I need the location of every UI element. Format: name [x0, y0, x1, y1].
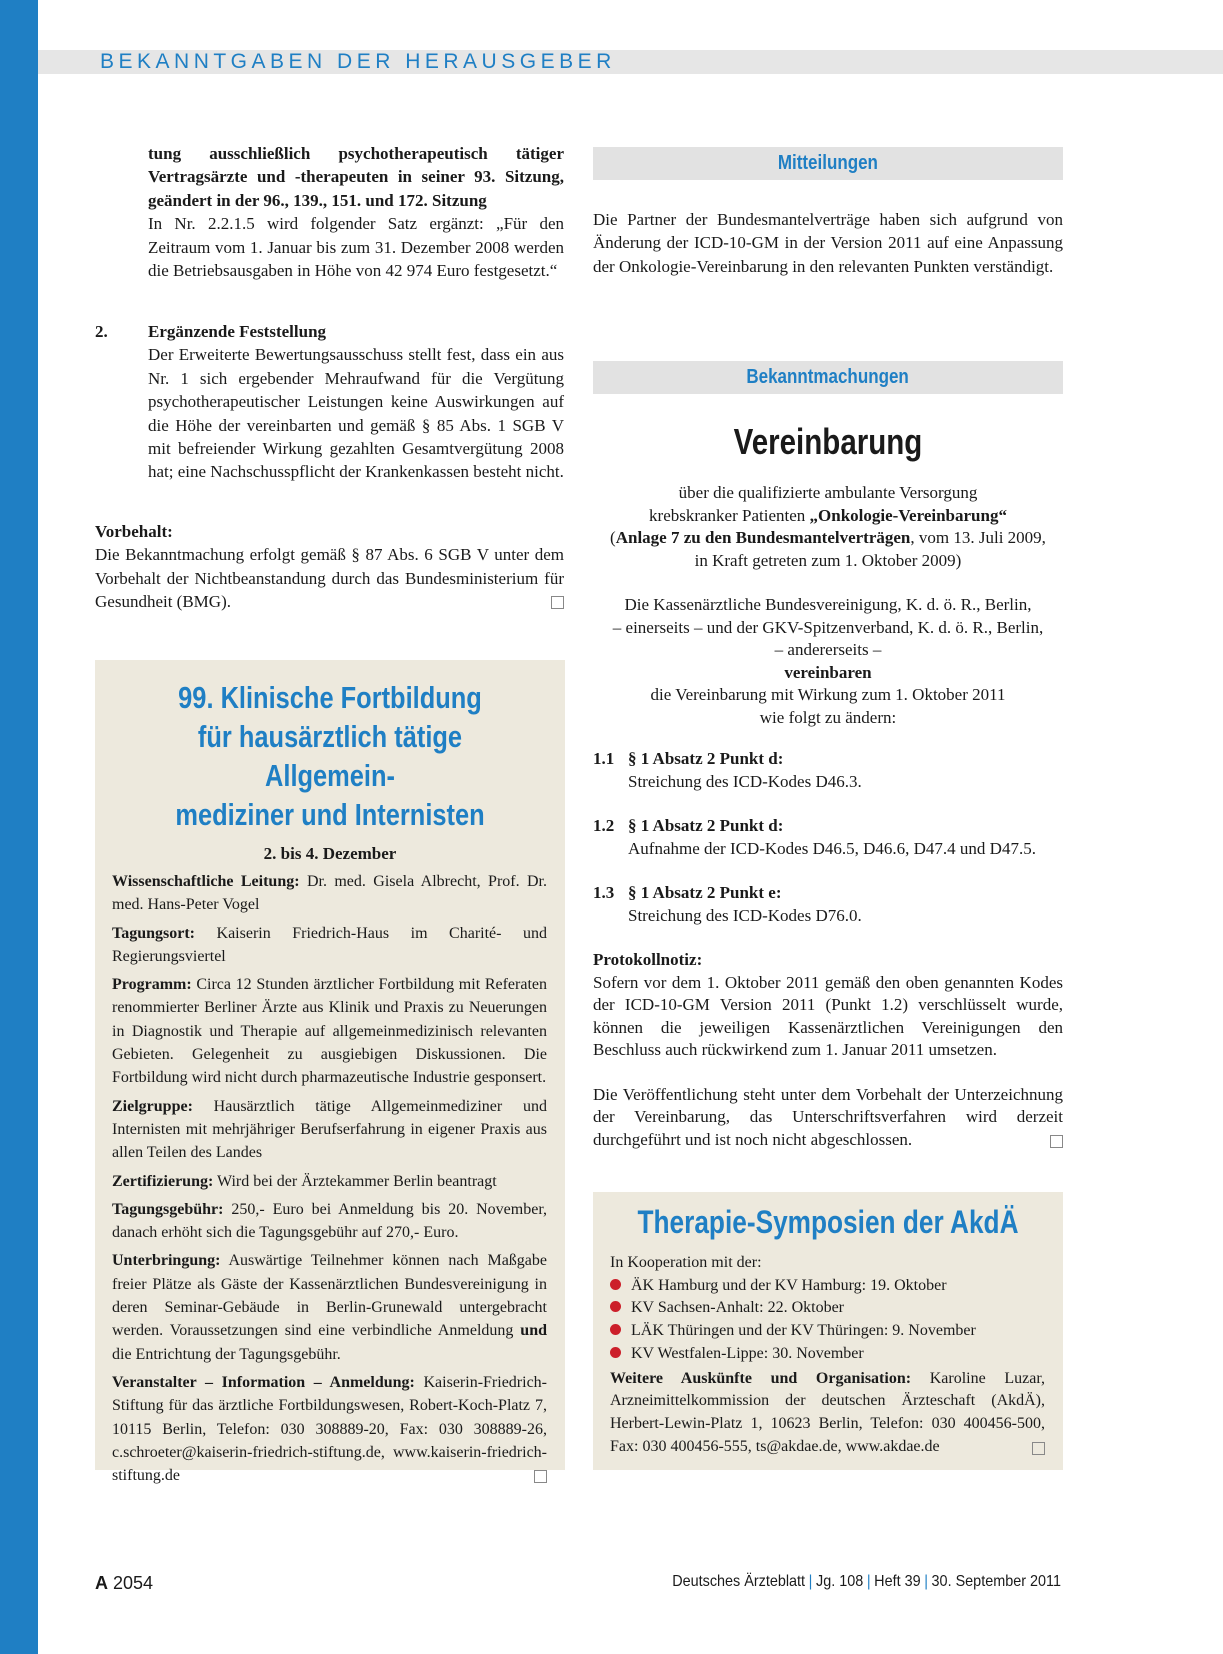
symposien-title: Therapie-Symposien der AkdÄ	[637, 1204, 1019, 1240]
bekanntmachungen-bar: Bekanntmachungen	[593, 361, 1063, 394]
symposien-bullet: ÄK Hamburg und der KV Hamburg: 19. Oktober	[610, 1275, 1045, 1298]
item2-text: Der Erweiterte Bewertungsausschuss stellt fest, dass ein aus Nr. 1 sich ergebender Mehraufwand für die Vergütung psychotherapeutischer Leistungen keine Auswirkungen auf die Höhe der vereinbarten und gemäß § 85 Abs. 1 SGB V mit befreiender Wirkung gezahlten Gesamtvergütung 2008 hat; eine Nachschusspflicht der Krankenkassen besteht nicht.	[148, 345, 564, 482]
symposien-content	[593, 1242, 1063, 1458]
point-item: 1.3 § 1 Absatz 2 Punkt e: Streichung des ICD-Kodes D76.0.	[593, 883, 862, 925]
item2-number: 2.	[95, 322, 108, 341]
vereinbarung-subtitle: über die qualifizierte ambulante Versorgung krebskranker Patienten „Onkologie-Vereinbarung“ (Anlage 7 zu den Bundesmantelverträgen, vom 13. Juli 2009, in Kraft getreten zum 1. Oktober 2009)	[610, 483, 1046, 570]
detail-zertifizierung: Zertifizierung: Wird bei der Ärztekammer Berlin beantragt	[112, 1172, 497, 1190]
points-list	[593, 748, 1063, 927]
fortbildung-details	[95, 866, 565, 1487]
item2-section	[148, 320, 564, 484]
mitteilungen-section	[593, 147, 1063, 278]
fortbildung-date: 2. bis 4. Dezember	[263, 844, 397, 863]
bekanntmachungen-section	[593, 361, 1063, 1151]
detail-unterbringung: Unterbringung: Auswärtige Teilnehmer können nach Maßgabe freier Plätze als Gäste der Kassenärztlichen Bundesvereinigung in deren Seminar-Gebäude in Berlin-Grunewald untergebracht werden. Voraussetzungen sind eine verbindliche Anmeldung und die Entrichtung der Tagungsgebühr.	[112, 1252, 547, 1363]
vorbehalt-section	[95, 520, 564, 614]
left-accent-bar	[0, 0, 38, 1654]
footer-journal: Deutsches Ärzteblatt	[672, 1573, 806, 1590]
footer-issue: Heft 39	[874, 1573, 921, 1590]
point-item: 1.2 § 1 Absatz 2 Punkt d: Aufnahme der ICD-Kodes D46.5, D46.6, D47.4 und D47.5.	[593, 816, 1036, 858]
end-mark-icon	[534, 1470, 547, 1483]
bullet-icon	[610, 1279, 621, 1290]
detail-leitung: Wissenschaftliche Leitung: Dr. med. Gisela Albrecht, Prof. Dr. med. Hans-Peter Vogel	[112, 873, 548, 914]
protokoll-text: Sofern vor dem 1. Oktober 2011 gemäß den oben genannten Kodes der ICD-10-GM Version 2011 (Punkt 1.2) verschlüsselt wurde, können die jeweiligen Kassenärztlichen Vereinigungen den Beschluss auch rückwirkend zum 1. Januar 2011 umsetzen.	[593, 972, 1063, 1059]
detail-zielgruppe: Zielgruppe: Hausärztlich tätige Allgemeinmediziner und Internisten mit mehrjähriger Berufserfahrung in eigener Praxis aus allen Teilen des Landes	[112, 1097, 547, 1162]
symposien-info: Weitere Auskünfte und Organisation: Karoline Luzar, Arzneimittelkommission der deutschen Ärzteschaft (AkdÄ), Herbert-Lewin-Platz 1, 10623 Berlin, Telefon: 030 400456-500, Fax: 030 400456-555, ts@akdae.de, www.akdae.de	[610, 1369, 1045, 1455]
detail-programm: Programm: Circa 12 Stunden ärztlicher Fortbildung mit Referaten renommierter Berliner Ärzte aus Klinik und Praxis zu Neuerungen in Diagnostik und Therapie auf allgemeinmedizinisch relevanten Gebieten. Gelegenheit zu ausgiebigen Diskussionen. Die Fortbildung wird nicht durch pharmazeutische Industrie gesponsert.	[112, 976, 547, 1087]
bullet-icon	[610, 1324, 621, 1335]
detail-tagungsort: Tagungsort: Kaiserin Friedrich-Haus im Charité- und Regierungsviertel	[112, 924, 547, 965]
symposien-box	[593, 1192, 1063, 1470]
bullet-icon	[610, 1301, 621, 1312]
mitteilungen-bar: Mitteilungen	[593, 147, 1063, 180]
vorbehalt-title: Vorbehalt:	[95, 522, 173, 541]
symposien-bullet: LÄK Thüringen und der KV Thüringen: 9. November	[610, 1320, 1045, 1343]
protokoll-section	[593, 949, 1063, 1151]
section-header	[38, 50, 1223, 74]
item2-title: Ergänzende Feststellung	[148, 322, 327, 341]
footer-citation: Deutsches Ärzteblatt | Jg. 108 | Heft 39 | 30. September 2011	[672, 1573, 1061, 1590]
vorbehalt-text: Die Bekanntmachung erfolgt gemäß § 87 Abs. 6 SGB V unter dem Vorbehalt der Nichtbeanstandung durch das Bundesministerium für Gesundheit (BMG).	[95, 545, 564, 612]
final-text: Die Veröffentlichung steht unter dem Vorbehalt der Unterzeichnung der Vereinbarung, das Unterschriftsverfahren wird derzeit durchgeführt und ist noch nicht abgeschlossen.	[593, 1084, 1063, 1149]
end-mark-icon	[1050, 1135, 1063, 1148]
continued-section	[148, 142, 564, 282]
continued-title: tung ausschließlich psychotherapeutisch tätiger Vertragsärzte und -therapeuten in seiner 93. Sitzung, geändert in der 96., 139., 151. und 172. Sitzung	[148, 144, 564, 210]
section-header-title: BEKANNTGABEN DER HERAUSGEBER	[100, 50, 616, 73]
continued-text: In Nr. 2.2.1.5 wird folgender Satz ergänzt: „Für den Zeitraum vom 1. Januar bis zum 31. Dezember 2008 werden die Betriebsausgaben in Höhe von 42 974 Euro festgesetzt.“	[148, 214, 564, 281]
end-mark-icon	[1032, 1442, 1045, 1455]
symposien-bullet: KV Sachsen-Anhalt: 22. Oktober	[610, 1297, 1045, 1320]
vereinbarung-parties: Die Kassenärztliche Bundesvereinigung, K. d. ö. R., Berlin, – einerseits – und der GKV-Spitzenverband, K. d. ö. R., Berlin, – andererseits – vereinbaren die Vereinbarung mit Wirkung zum 1. Oktober 2011 wie folgt zu ändern:	[612, 595, 1044, 727]
footer-date: 30. September 2011	[931, 1573, 1061, 1590]
end-mark-icon	[551, 596, 564, 609]
page-number: A 2054	[95, 1573, 154, 1593]
protokoll-title: Protokollnotiz:	[593, 950, 703, 969]
vereinbarung-title: Vereinbarung	[733, 421, 923, 462]
detail-veranstalter: Veranstalter – Information – Anmeldung: Kaiserin-Friedrich-Stiftung für das ärztliche Fortbildungswesen, Robert-Koch-Platz 7, 10115 Berlin, Telefon: 030 308889-20, Fax: 030 308889-26, c.schroeter@kaiserin-friedrich-stiftung.de, www.kaiserin-friedrich-stiftung.de	[112, 1373, 548, 1485]
fortbildung-title: 99. Klinische Fortbildung für hausärztlich tätige Allgemein- mediziner und Internisten	[175, 680, 485, 832]
bullet-icon	[610, 1347, 621, 1358]
symposien-intro: In Kooperation mit der:	[610, 1254, 762, 1271]
detail-tagungsgebuehr: Tagungsgebühr: 250,- Euro bei Anmeldung bis 20. November, danach erhöht sich die Tagungsgebühr auf 270,- Euro.	[112, 1200, 547, 1242]
footer-volume: Jg. 108	[816, 1573, 864, 1590]
symposien-bullet: KV Westfalen-Lippe: 30. November	[610, 1343, 1045, 1366]
point-item: 1.1 § 1 Absatz 2 Punkt d: Streichung des ICD-Kodes D46.3.	[593, 749, 862, 791]
mitteilungen-text: Die Partner der Bundesmantelverträge haben sich aufgrund von Änderung der ICD-10-GM in der Version 2011 auf eine Anpassung der Onkologie-Vereinbarung in den relevanten Punkten verständigt.	[593, 210, 1063, 276]
fortbildung-box	[95, 660, 565, 1485]
